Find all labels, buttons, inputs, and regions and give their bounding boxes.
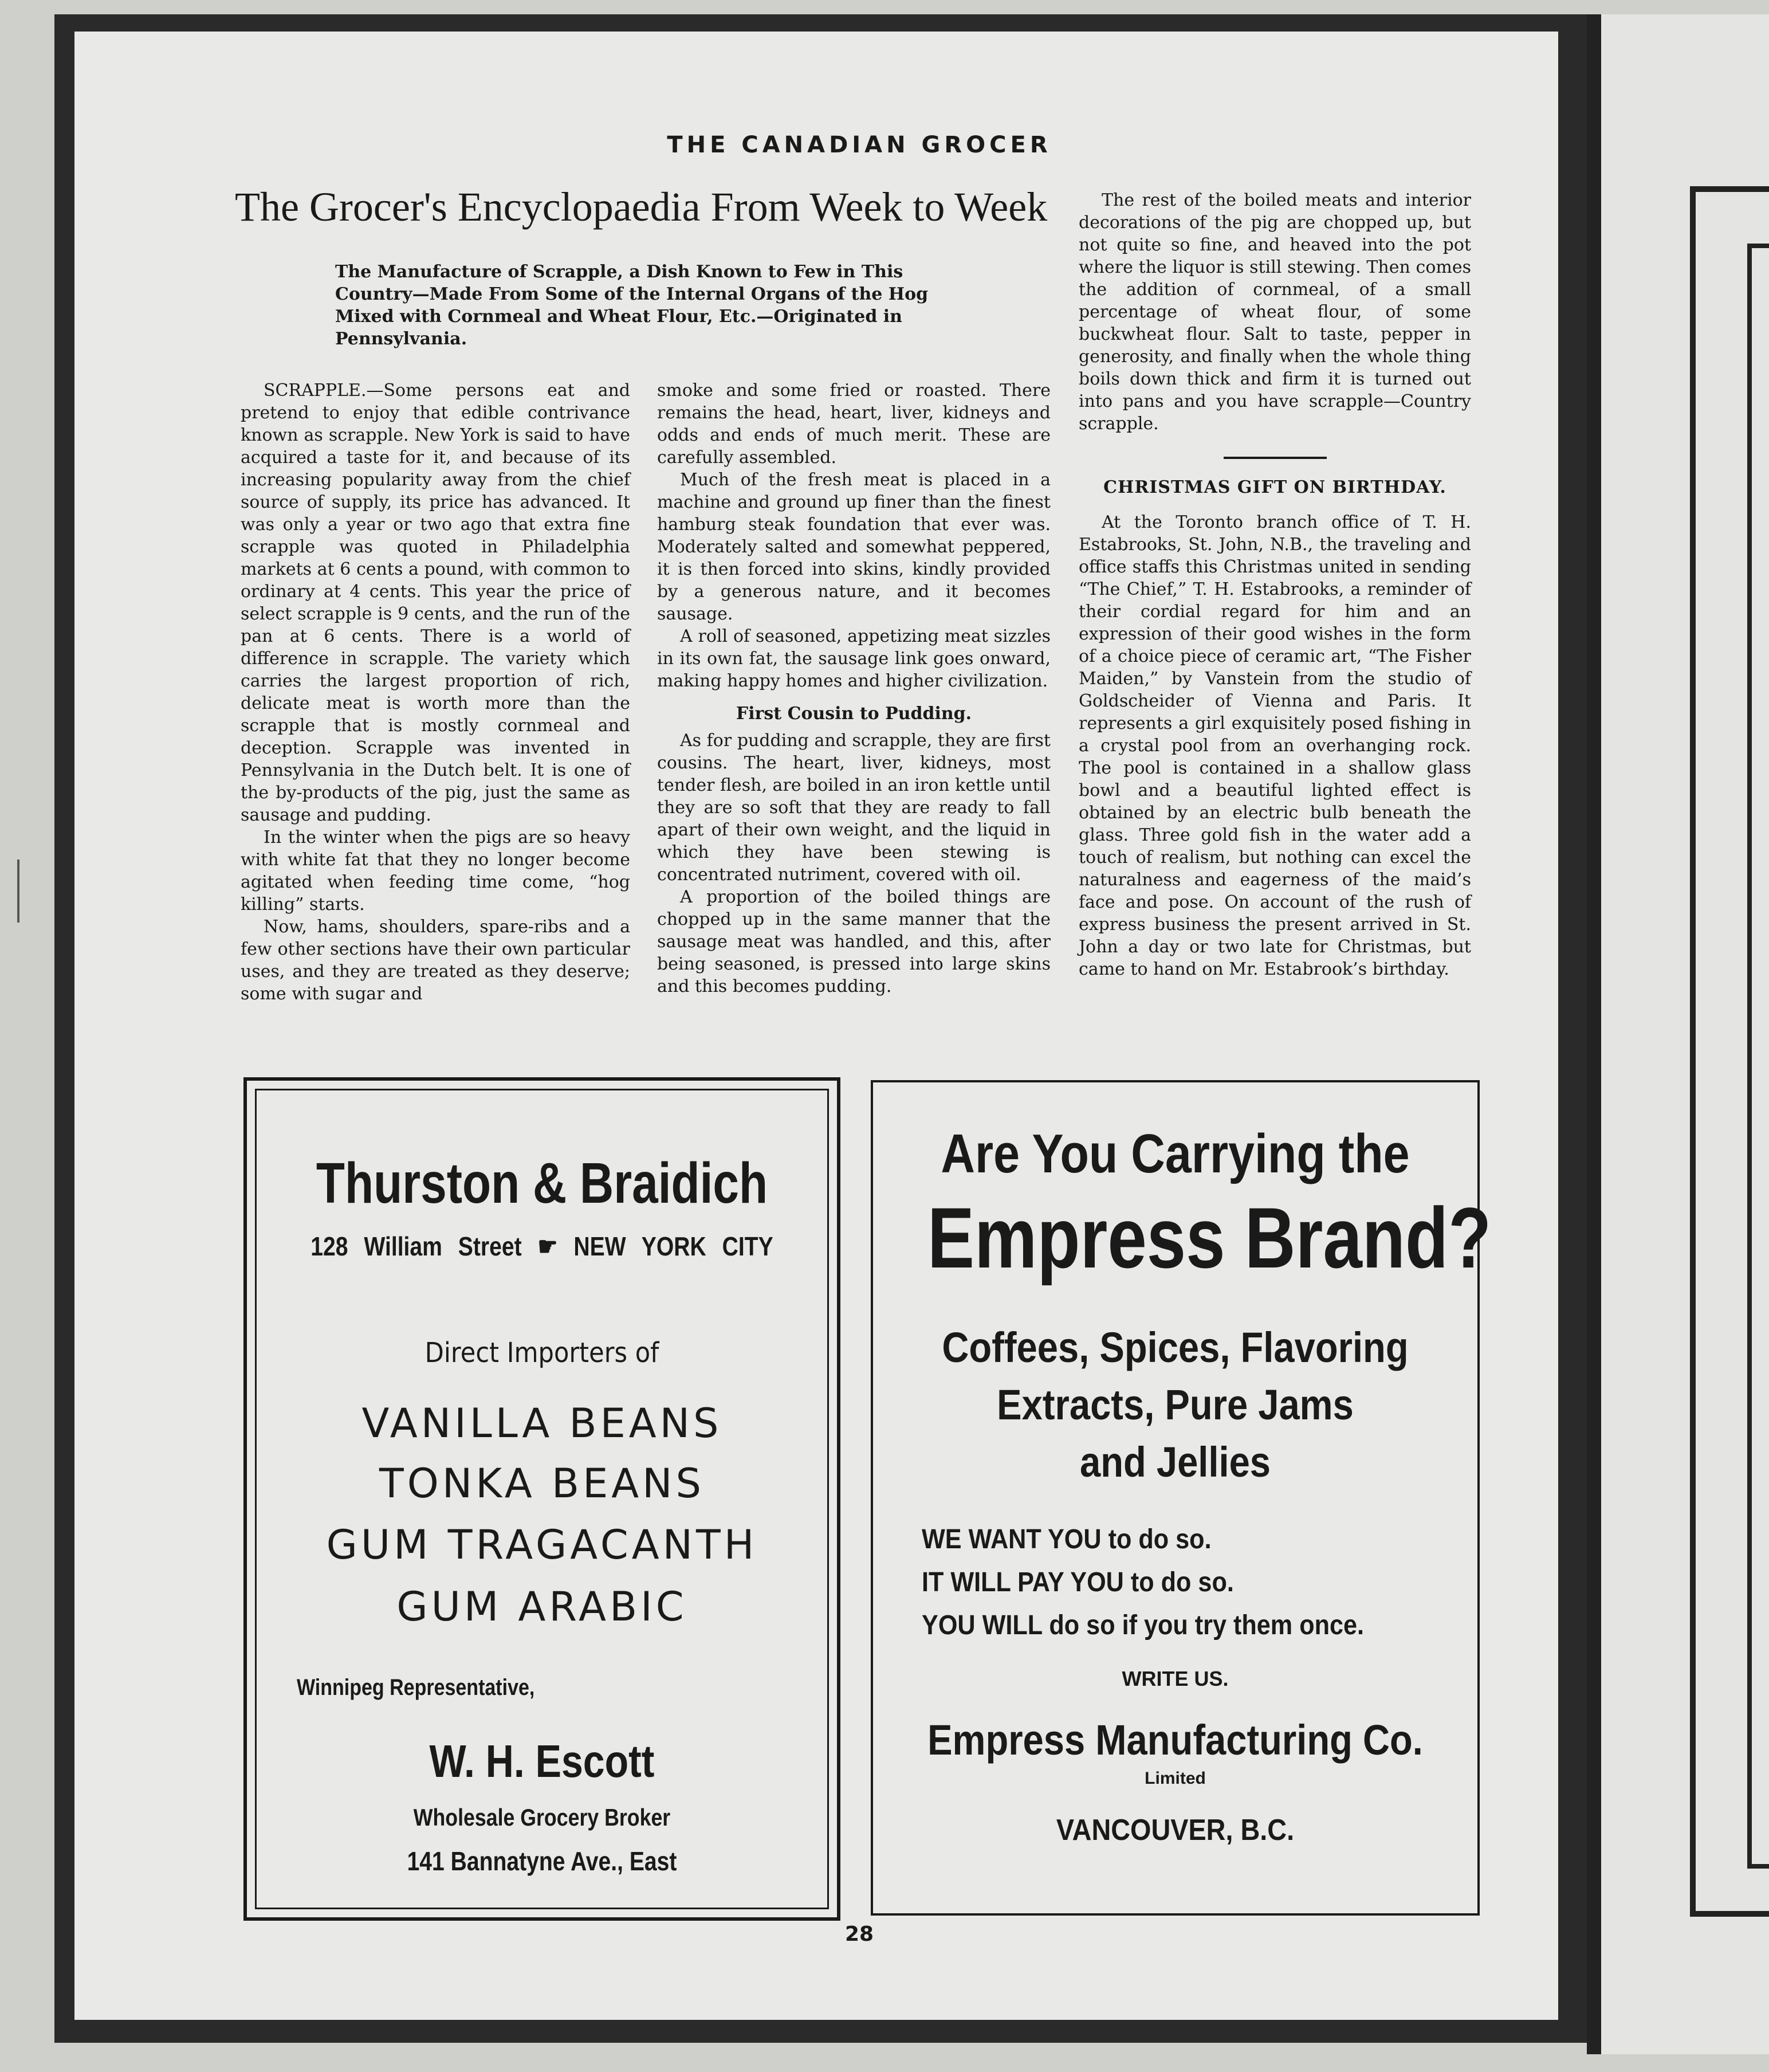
- ad-rep-address: 141 Bannatyne Ave., East: [407, 1846, 677, 1876]
- paragraph: A proportion of the boiled things are chopped up in the same manner that the sausage meat was handled, and this, after being seasoned, is pressed into large skins and this becomes pudding.: [657, 887, 1051, 996]
- pointing-hand-icon: ☛: [537, 1231, 558, 1261]
- paragraph: smoke and some fried or roasted. There remains the head, heart, liver, kidneys and odds and ends of much merit. These are carefully assembled.: [657, 380, 1051, 468]
- ad-rep-title: Wholesale Grocery Broker: [413, 1804, 671, 1831]
- ad-address-line: [300, 1231, 785, 1262]
- ad-company-name: Thurston & Braidich: [316, 1151, 768, 1215]
- adjacent-page-inner-border: [1747, 244, 1769, 1869]
- running-header: THE CANADIAN GROCER: [667, 132, 1052, 158]
- article-column-2: [657, 379, 1051, 998]
- ad-product: VANILLA BEANS: [361, 1400, 722, 1447]
- ad-product: GUM TRAGACANTH: [326, 1521, 758, 1568]
- ad-product-line: Coffees, Spices, Flavoring: [942, 1324, 1409, 1371]
- paragraph: The rest of the boiled meats and interior decorations of the pig are chopped up, but not quite so fine, and heaved into the pot where the liquor is still stewing. Then comes the addition of cornmeal, of a small percentage of wheat flour, of some buckwheat flour. Salt to taste, pepper in generosity, and finally when the whole thing boils down thick and firm it is turned out into pans and you have scrapple—Country scrapple.: [1079, 190, 1471, 434]
- ad-inner-border: [255, 1089, 829, 1909]
- ad-tagline: Direct Importers of: [424, 1337, 659, 1369]
- ad-call-to-action: WRITE US.: [1122, 1667, 1229, 1690]
- news-heading: CHRISTMAS GIFT ON BIRTHDAY.: [1103, 477, 1446, 497]
- section-subtitle: First Cousin to Pudding.: [736, 704, 972, 724]
- ad-pitch-line: YOU WILL do so if you try them once.: [922, 1610, 1365, 1641]
- page-number: 28: [845, 1922, 874, 1946]
- article-title: The Grocer's Encyclopaedia From Week to Week: [235, 184, 1048, 230]
- binding-edge: [1587, 14, 1601, 2054]
- divider-rule: [1224, 457, 1327, 459]
- paragraph: A roll of seasoned, appetizing meat sizzles in its own fat, the sausage link goes onward, making happy homes and higher civilization.: [657, 626, 1051, 691]
- ad-question-line-1: Are You Carrying the: [941, 1123, 1410, 1184]
- ad-product: TONKA BEANS: [379, 1460, 705, 1507]
- ad-product-line: Extracts, Pure Jams: [997, 1381, 1354, 1429]
- thurston-braidich-ad: [243, 1077, 840, 1921]
- paragraph: At the Toronto branch office of T. H. Estabrooks, St. John, N.B., the traveling and office staffs this Christmas united in sending “The Chief,” T. H. Estabrooks, a reminder of their cordial regard for him and an expression of their good wishes in the form of a choice piece of ceramic art, “The Fisher Maiden,” by Vanstein from the studio of Goldscheider of Vienna and Paris. It represents a girl exquisitely posed fishing in a crystal pool from an overhanging rock. The pool is contained in a shallow glass bowl and a beautiful lighted effect is obtained by an electric bulb beneath the glass. Three gold fish in the water add a touch of realism, but nothing can excel the naturalness and eagerness of the maid’s face and pose. On account of the rush of express business the present arrived in St. John a day or two late for Christmas, but came to hand on Mr. Estabrook’s birthday.: [1079, 512, 1471, 979]
- ad-street: 128 William Street: [310, 1231, 522, 1261]
- ad-product-line: and Jellies: [1079, 1438, 1271, 1486]
- margin-mark: [17, 860, 19, 923]
- ad-company-city: VANCOUVER, B.C.: [1056, 1814, 1295, 1847]
- ad-pitch-line: WE WANT YOU to do so.: [922, 1524, 1212, 1555]
- paragraph: As for pudding and scrapple, they are first cousins. The heart, liver, kidneys, most tender flesh, are boiled in an iron kettle until they are so soft that they are ready to fall apart of their own weight, and the liquid in which they have been stewing is concentrated nutriment, covered with oil.: [657, 731, 1051, 885]
- adjacent-page-strip: [1587, 14, 1769, 2054]
- article-subhead: The Manufacture of Scrapple, a Dish Known to Few in This Country—Made From Some of the Internal Organs of the Hog Mixed with Cornmeal and Wheat Flour, Etc.—Originated in Pennsylvania.: [335, 262, 929, 349]
- empress-brand-ad: [871, 1080, 1492, 1916]
- ad-product: GUM ARABIC: [396, 1583, 687, 1630]
- paragraph: Now, hams, shoulders, spare-ribs and a few other sections have their own particular uses, and they are treated as they deserve; some with sugar and: [241, 917, 630, 1004]
- ad-question-line-2: Empress Brand?: [927, 1190, 1492, 1286]
- ad-company-name: Empress Manufacturing Co.: [927, 1716, 1423, 1764]
- adjacent-page-border: [1690, 186, 1769, 1917]
- paragraph: SCRAPPLE.—Some persons eat and pretend to enjoy that edible contrivance known as scrapple. New York is said to have acquired a taste for it, and because of its increasing popularity away from the chief source of supply, its price has advanced. It was only a year or two ago that extra fine scrapple was quoted in Philadelphia markets at 6 cents a pound, with common to ordinary at 4 cents. This year the price of select scrapple is 9 cents, and the run of the pan at 6 cents. There is a world of difference in scrapple. The variety which carries the largest proportion of rich, delicate meat is worth more than the scrapple that is mostly cornmeal and deception. Scrapple was invented in Pennsylvania in the Dutch belt. It is one of the by-products of the pig, just the same as sausage and pudding.: [241, 380, 630, 825]
- ad-city: NEW YORK CITY: [573, 1231, 773, 1261]
- article-column-1: [241, 379, 630, 1005]
- paragraph: Much of the fresh meat is placed in a machine and ground up finer than the finest hamburg steak foundation that ever was. Moderately salted and somewhat peppered, it is then forced into skins, kindly provided by a generous nature, and it becomes sausage.: [657, 470, 1051, 624]
- ad-rep-name: W. H. Escott: [429, 1736, 655, 1787]
- ad-pitch-line: IT WILL PAY YOU to do so.: [922, 1567, 1234, 1598]
- ad-rep-label: Winnipeg Representative,: [297, 1675, 535, 1700]
- paragraph: In the winter when the pigs are so heavy with white fat that they no longer become agitated when feeding time come, “hog killing” starts.: [241, 827, 630, 915]
- article-column-3: [1079, 189, 1471, 980]
- ad-company-limited: Limited: [1145, 1769, 1206, 1788]
